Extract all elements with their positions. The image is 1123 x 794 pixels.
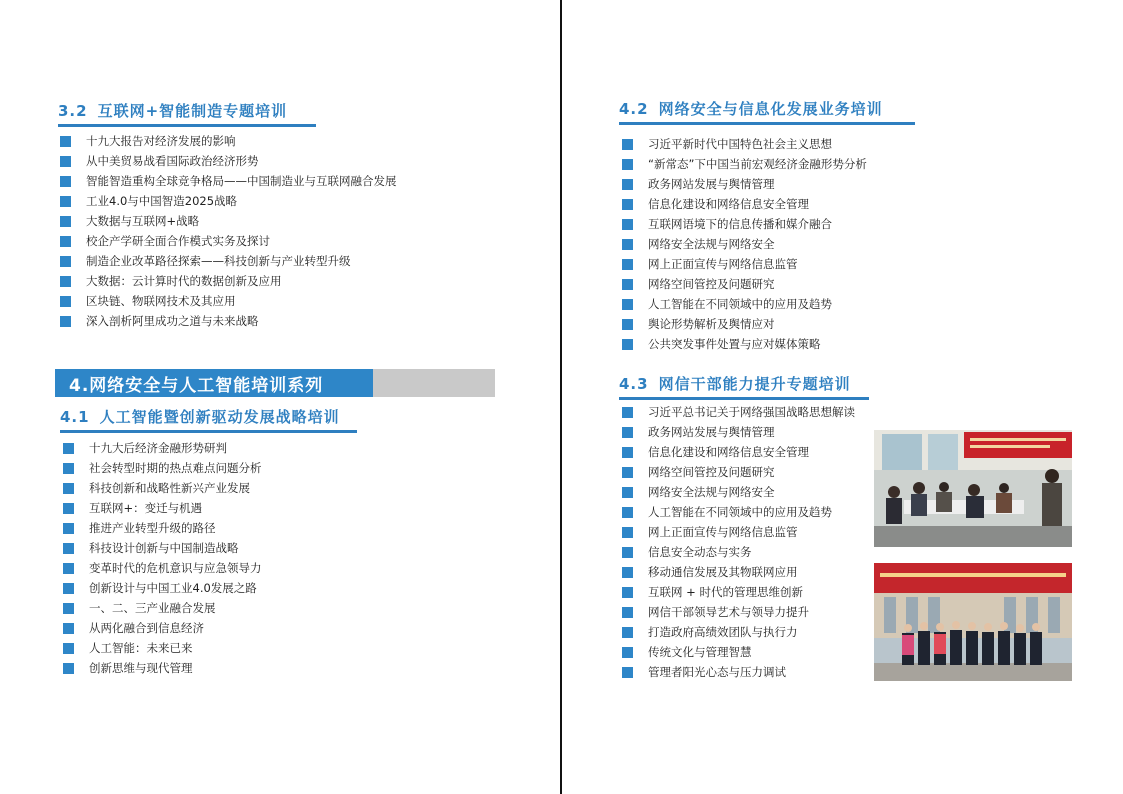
section-4-2-title (619, 98, 915, 122)
list-item-text: 移动通信发展及其物联网应用 (648, 565, 798, 579)
list-item-text: 互联网+：变迁与机遇 (89, 501, 203, 515)
list-item-text: 互联网语境下的信息传播和媒介融合 (648, 217, 832, 231)
section-4-1-list (63, 438, 262, 678)
bullet-square-icon (622, 199, 633, 210)
list-item-text: 政务网站发展与舆情管理 (648, 425, 775, 439)
section-4-1-title (60, 406, 357, 430)
list-item (622, 522, 855, 542)
list-item (622, 562, 855, 582)
list-item-text: 互联网 + 时代的管理思维创新 (648, 585, 803, 599)
section-3-2-title-text: 互联网+智能制造专题培训 (97, 102, 288, 120)
list-item (63, 578, 262, 598)
bullet-square-icon (60, 136, 71, 147)
bullet-square-icon (60, 156, 71, 167)
section-4-3-title-text: 网信干部能力提升专题培训 (658, 375, 851, 393)
list-item-text: 创新思维与现代管理 (89, 661, 193, 675)
bullet-square-icon (622, 627, 633, 638)
list-item (60, 251, 397, 271)
meeting-photo (874, 430, 1072, 547)
list-item-text: 网络空间管控及问题研究 (648, 277, 775, 291)
right-page (562, 0, 1123, 794)
bullet-square-icon (63, 623, 74, 634)
list-item (63, 498, 262, 518)
bullet-square-icon (63, 523, 74, 534)
bullet-square-icon (622, 667, 633, 678)
list-item-text: 管理者阳光心态与压力调试 (648, 665, 786, 679)
list-item (622, 602, 855, 622)
chapter-4-title: 4.网络安全与人工智能培训系列 (55, 369, 373, 397)
group-photo (874, 563, 1072, 681)
list-item (60, 131, 397, 151)
list-item (60, 211, 397, 231)
list-item-text: 网上正面宣传与网络信息监管 (648, 525, 798, 539)
bullet-square-icon (622, 139, 633, 150)
section-4-1-title-text: 人工智能暨创新驱动发展战略培训 (99, 408, 340, 426)
list-item (63, 598, 262, 618)
bullet-square-icon (60, 196, 71, 207)
list-item (622, 194, 867, 214)
list-item-text: 一、二、三产业融合发展 (89, 601, 216, 615)
list-item (622, 314, 867, 334)
list-item-text: 社会转型时期的热点难点问题分析 (89, 461, 262, 475)
bullet-square-icon (622, 607, 633, 618)
bullet-square-icon (622, 527, 633, 538)
bullet-square-icon (622, 587, 633, 598)
section-4-3-underline (619, 397, 869, 400)
bullet-square-icon (60, 256, 71, 267)
list-item (60, 291, 397, 311)
bullet-square-icon (63, 463, 74, 474)
list-item (622, 462, 855, 482)
list-item (63, 558, 262, 578)
meeting-photo-image (874, 430, 1072, 547)
list-item (60, 271, 397, 291)
list-item (622, 482, 855, 502)
section-4-2-number: 4.2 (619, 100, 649, 118)
list-item (63, 658, 262, 678)
list-item-text: 区块链、物联网技术及其应用 (86, 294, 236, 308)
bullet-square-icon (63, 663, 74, 674)
list-item-text: 智能智造重构全球竞争格局——中国制造业与互联网融合发展 (86, 174, 397, 188)
list-item-text: 从两化融合到信息经济 (89, 621, 204, 635)
list-item-text: 从中美贸易战看国际政治经济形势 (86, 154, 259, 168)
list-item-text: 科技设计创新与中国制造战略 (89, 541, 239, 555)
list-item (622, 334, 867, 354)
list-item-text: “新常态”下中国当前宏观经济金融形势分析 (648, 157, 867, 171)
list-item-text: 网络安全法规与网络安全 (648, 237, 775, 251)
bullet-square-icon (60, 216, 71, 227)
bullet-square-icon (622, 647, 633, 658)
list-item (622, 134, 867, 154)
group-photo-image (874, 563, 1072, 681)
list-item-text: 网信干部领导艺术与领导力提升 (648, 605, 809, 619)
list-item-text: 打造政府高绩效团队与执行力 (648, 625, 798, 639)
list-item (60, 191, 397, 211)
bullet-square-icon (622, 547, 633, 558)
bullet-square-icon (622, 487, 633, 498)
bullet-square-icon (60, 296, 71, 307)
list-item (622, 422, 855, 442)
list-item (63, 618, 262, 638)
section-4-3-list (622, 402, 855, 682)
section-4-2-list (622, 134, 867, 354)
list-item (63, 438, 262, 458)
list-item (622, 214, 867, 234)
bullet-square-icon (63, 503, 74, 514)
section-3-2-heading (58, 100, 316, 127)
list-item (622, 154, 867, 174)
list-item (622, 542, 855, 562)
section-4-1-heading (60, 406, 357, 433)
bullet-square-icon (622, 259, 633, 270)
bullet-square-icon (622, 407, 633, 418)
section-3-2-number: 3.2 (58, 102, 88, 120)
list-item (622, 274, 867, 294)
bullet-square-icon (622, 159, 633, 170)
bullet-square-icon (60, 276, 71, 287)
bullet-square-icon (60, 236, 71, 247)
list-item (60, 231, 397, 251)
list-item-text: 制造企业改革路径探索——科技创新与产业转型升级 (86, 254, 351, 268)
bullet-square-icon (622, 447, 633, 458)
list-item (622, 582, 855, 602)
bullet-square-icon (622, 179, 633, 190)
bullet-square-icon (63, 543, 74, 554)
bullet-square-icon (60, 176, 71, 187)
list-item-text: 舆论形势解析及舆情应对 (648, 317, 775, 331)
list-item-text: 十九大报告对经济发展的影响 (86, 134, 236, 148)
list-item-text: 习近平总书记关于网络强国战略思想解读 (648, 405, 855, 419)
list-item-text: 人工智能在不同领域中的应用及趋势 (648, 297, 832, 311)
chapter-4-banner (55, 369, 495, 397)
list-item (622, 442, 855, 462)
list-item (60, 311, 397, 331)
list-item-text: 人工智能在不同领域中的应用及趋势 (648, 505, 832, 519)
list-item-text: 信息化建设和网络信息安全管理 (648, 197, 809, 211)
list-item (63, 538, 262, 558)
section-4-2-underline (619, 122, 915, 125)
list-item-text: 创新设计与中国工业4.0发展之路 (89, 581, 257, 595)
list-item-text: 信息安全动态与实务 (648, 545, 752, 559)
list-item-text: 网络空间管控及问题研究 (648, 465, 775, 479)
list-item-text: 人工智能：未来已来 (89, 641, 193, 655)
section-4-3-heading (619, 373, 869, 400)
list-item (60, 151, 397, 171)
section-4-1-underline (60, 430, 357, 433)
list-item (622, 294, 867, 314)
list-item (63, 458, 262, 478)
list-item-text: 大数据：云计算时代的数据创新及应用 (86, 274, 282, 288)
list-item-text: 变革时代的危机意识与应急领导力 (89, 561, 262, 575)
list-item-text: 政务网站发展与舆情管理 (648, 177, 775, 191)
bullet-square-icon (60, 316, 71, 327)
list-item-text: 深入剖析阿里成功之道与未来战略 (86, 314, 259, 328)
section-3-2-list (60, 131, 397, 331)
section-4-3-number: 4.3 (619, 375, 649, 393)
list-item (63, 638, 262, 658)
bullet-square-icon (622, 339, 633, 350)
section-4-1-number: 4.1 (60, 408, 90, 426)
bullet-square-icon (622, 567, 633, 578)
list-item-text: 信息化建设和网络信息安全管理 (648, 445, 809, 459)
section-4-2-title-text: 网络安全与信息化发展业务培训 (658, 100, 883, 118)
bullet-square-icon (622, 507, 633, 518)
bullet-square-icon (622, 299, 633, 310)
section-3-2-underline (58, 124, 316, 127)
list-item (622, 662, 855, 682)
list-item-text: 网上正面宣传与网络信息监管 (648, 257, 798, 271)
bullet-square-icon (63, 643, 74, 654)
list-item-text: 推进产业转型升级的路径 (89, 521, 216, 535)
section-4-3-title (619, 373, 869, 397)
list-item (63, 518, 262, 538)
bullet-square-icon (63, 603, 74, 614)
list-item (622, 174, 867, 194)
list-item (60, 171, 397, 191)
list-item (622, 254, 867, 274)
list-item (622, 642, 855, 662)
bullet-square-icon (63, 563, 74, 574)
bullet-square-icon (622, 279, 633, 290)
bullet-square-icon (622, 319, 633, 330)
list-item-text: 习近平新时代中国特色社会主义思想 (648, 137, 832, 151)
list-item-text: 公共突发事件处置与应对媒体策略 (648, 337, 821, 351)
bullet-square-icon (622, 467, 633, 478)
list-item-text: 网络安全法规与网络安全 (648, 485, 775, 499)
list-item (622, 402, 855, 422)
bullet-square-icon (63, 583, 74, 594)
bullet-square-icon (622, 427, 633, 438)
bullet-square-icon (63, 443, 74, 454)
list-item (622, 622, 855, 642)
bullet-square-icon (622, 219, 633, 230)
list-item (622, 502, 855, 522)
list-item-text: 科技创新和战略性新兴产业发展 (89, 481, 250, 495)
list-item-text: 大数据与互联网+战略 (86, 214, 200, 228)
list-item-text: 传统文化与管理智慧 (648, 645, 752, 659)
list-item-text: 十九大后经济金融形势研判 (89, 441, 227, 455)
list-item-text: 工业4.0与中国智造2025战略 (86, 194, 238, 208)
list-item (622, 234, 867, 254)
bullet-square-icon (63, 483, 74, 494)
list-item-text: 校企产学研全面合作模式实务及探讨 (86, 234, 270, 248)
section-3-2-title (58, 100, 316, 124)
bullet-square-icon (622, 239, 633, 250)
section-4-2-heading (619, 98, 915, 125)
list-item (63, 478, 262, 498)
